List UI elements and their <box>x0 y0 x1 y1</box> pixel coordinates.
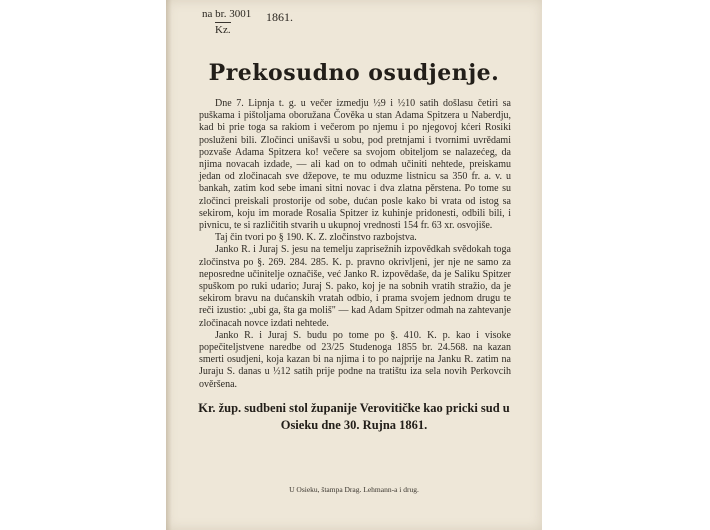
paragraph-facts: Dne 7. Lipnja t. g. u večer izmedju ½9 i ½10 satih došlasu četiri sa puškama i pištoljama oboružana Čověka u stan Adama Spitzera u Naberdju, kad bi prie toga sa rakiom i večerom po njemu i po njegovoj kćeri Rosiki posluženi bili. Zločinci unišavši u sobu, pod pretnjami i tvornimi uvrědami pozvaše Adama Spitzera ko! večere sa svojom obiteljom se nalazećeg, da njima novacah izdade, — ali kad on to odmah učiniti nehtede, preiskamu jedan od zločinacah sve džepove, te mu oduzme listnicu sa 350 fr. a. v. u bankah, zatim kod sebe imani sitni novac i dva zlatna pěrstena. Po tome su zločinci preiskali prostorije od sobe, dućan posle kako bi vrata od istog sa sekirom, koju im morade Rosalia Spitzer iz kuhinje pridonesti, odbili bili, i pivnicu, te si različitih stvarih u ukupnoj vrednosti 154 fr. 63 xr. osvojiše. <box>199 98 511 232</box>
reference-number <box>202 8 322 48</box>
court-signature: Kr. žup. sudbeni stol županije Verovitičke kao pricki sud u Osieku dne 30. Rujna 1861. <box>198 401 510 432</box>
paragraph-sentence: Janko R. i Juraj S. budu po tome po §. 410. K. p. kao i visoke popečiteljstvene naredbe od 23/25 Studenoga 1855 br. 24.568. na kazan smerti osudjeni, koja kazan bi na njima i to po najprije na Janku R. zatim na Juraju S. danas u ½12 satih prije podne na tratištu iza sela novih Perkovcih ověršena. <box>199 329 511 390</box>
paragraph-offence: Taj čin tvori po § 190. K. Z. zločinstvo razbojstva. <box>215 232 417 244</box>
document-title: Prekosudno osudjenje. <box>208 60 500 86</box>
reference-na-br: na br. 3001 <box>202 8 252 20</box>
document-body <box>199 98 511 391</box>
paragraph-guilt: Janko R. i Juraj S. jesu na temelju zaprisežnih izpovědkah svědokah toga zločinstva po §. 269. 284. 285. K. p. pravno okrivljeni, jer nje ne samo za neposredne učinitelje označiše, već Janko R. izpovědaše, da je Saliku Spitzer spuškom po ruki udario; Juraj S. pako, koj je na sobnih vratih stražio, da je sekirom bravu na dućanskih vratah odbio, i prama svojem jednom drugu te reči izustio: „ubi ga, šta ga moliš" — kad Adam Spitzer odmah na zahtevanje zločinacah novce izdati nehtede. <box>199 244 511 329</box>
printer-imprint: U Osieku, štampa Drag. Lehmann-a i drug. <box>289 485 419 494</box>
reference-kz: Kz. <box>215 24 231 36</box>
reference-year: 1861. <box>266 10 293 24</box>
